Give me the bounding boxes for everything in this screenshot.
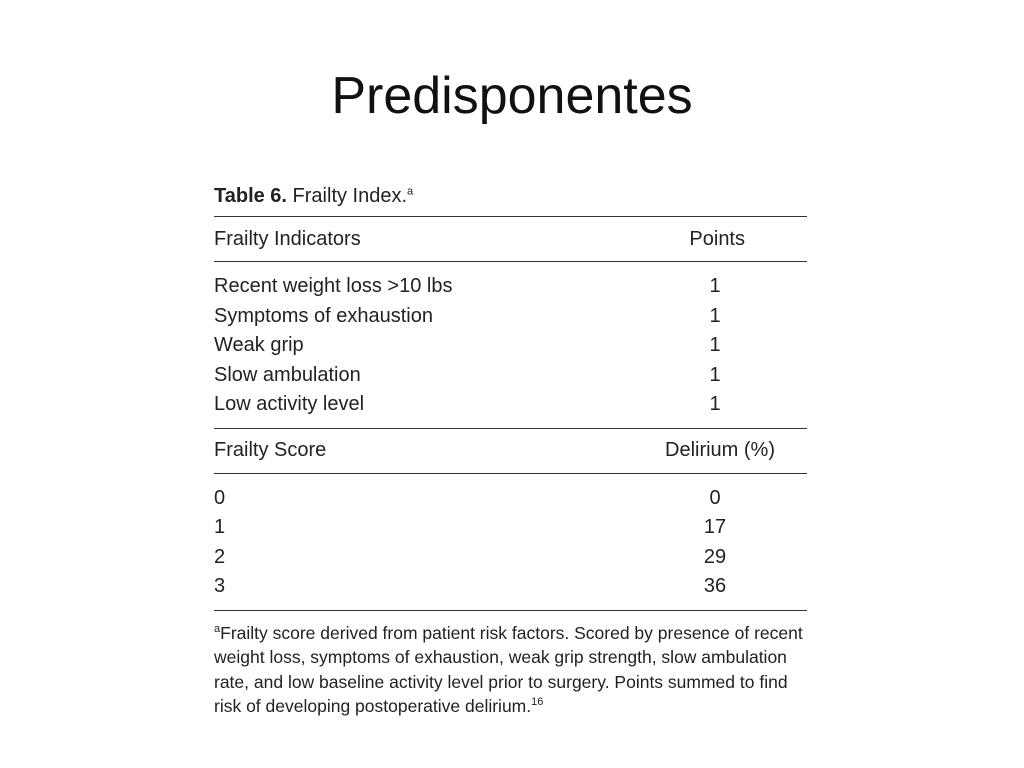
indicator-points: 1 bbox=[709, 334, 721, 357]
score-header-row bbox=[214, 429, 807, 473]
slide-title: Predisponentes bbox=[331, 67, 693, 125]
delirium-percent: 17 bbox=[703, 516, 727, 539]
indicator-label: Recent weight loss >10 lbs bbox=[214, 275, 453, 298]
score-header-label: Frailty Score bbox=[214, 439, 327, 461]
score-label: 1 bbox=[214, 516, 226, 539]
delirium-percent: 36 bbox=[703, 575, 727, 598]
table-row bbox=[214, 331, 807, 361]
score-label: 2 bbox=[214, 545, 226, 568]
score-label: 3 bbox=[214, 575, 226, 598]
table-row bbox=[214, 572, 807, 602]
indicator-points: 1 bbox=[709, 304, 721, 327]
table-caption bbox=[214, 180, 807, 216]
indicators-header-row bbox=[214, 217, 807, 261]
indicator-points: 1 bbox=[709, 275, 721, 298]
table-row bbox=[214, 484, 807, 514]
footnote-text: Frailty score derived from patient risk factors. Scored by presence of recent weight loss, symptoms of exhaustion, weak grip strength, slow ambulation rate, and low baseline activity level prior to surgery. Points summed to find risk of developing postoperative delirium. bbox=[214, 622, 803, 716]
points-header-label: Points bbox=[689, 227, 745, 250]
indicator-label: Symptoms of exhaustion bbox=[214, 304, 433, 327]
table-row bbox=[214, 543, 807, 573]
indicator-points: 1 bbox=[709, 363, 721, 386]
delirium-percent: 0 bbox=[709, 486, 721, 509]
indicator-label: Slow ambulation bbox=[214, 363, 361, 386]
table-footnote bbox=[214, 611, 807, 719]
indicator-points: 1 bbox=[709, 393, 721, 416]
indicator-label: Low activity level bbox=[214, 393, 365, 416]
indicators-body bbox=[214, 262, 807, 428]
footnote-reference: 16 bbox=[531, 696, 544, 709]
table-row bbox=[214, 302, 807, 332]
score-label: 0 bbox=[214, 486, 226, 509]
table-caption-footnote-marker: a bbox=[407, 185, 414, 198]
frailty-index-table bbox=[214, 180, 807, 719]
score-body bbox=[214, 474, 807, 610]
indicators-header-label: Frailty Indicators bbox=[214, 227, 361, 250]
table-row bbox=[214, 390, 807, 420]
footnote-marker: a bbox=[214, 622, 221, 635]
delirium-percent: 29 bbox=[703, 545, 727, 568]
table-row bbox=[214, 272, 807, 302]
indicator-label: Weak grip bbox=[214, 334, 304, 357]
table-caption-label: Table 6. bbox=[214, 185, 287, 207]
delirium-header-label: Delirium (%) bbox=[665, 439, 775, 461]
table-row bbox=[214, 513, 807, 543]
table-row bbox=[214, 361, 807, 391]
table-caption-text: Frailty Index. bbox=[287, 185, 408, 207]
